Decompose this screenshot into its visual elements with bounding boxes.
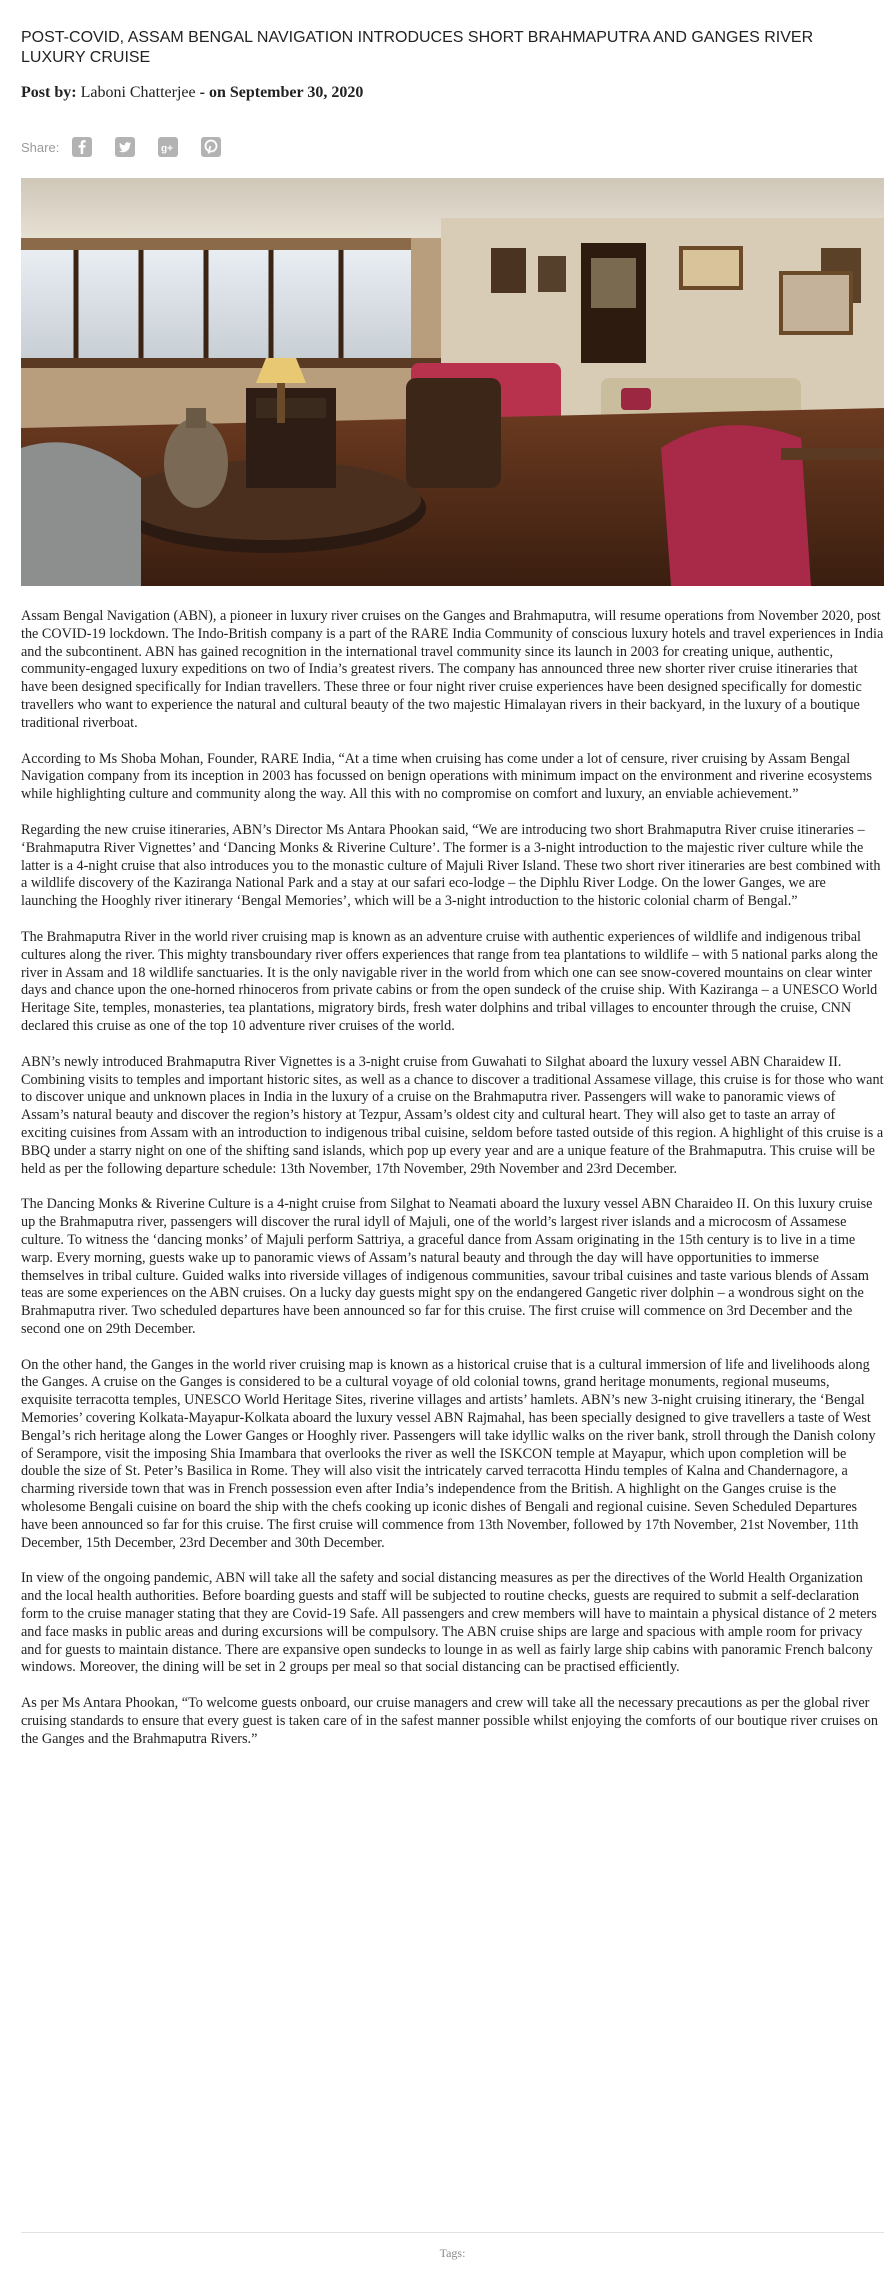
google-plus-icon[interactable]: [157, 136, 179, 158]
svg-text:g+: g+: [161, 143, 174, 155]
publish-date: - on September 30, 2020: [199, 84, 364, 101]
author-name[interactable]: Laboni Chatterjee: [80, 84, 196, 101]
paragraph: Assam Bengal Navigation (ABN), a pioneer in luxury river cruises on the Ganges and Brahmaputra, will resume operations from November 2020, post the COVID-19 lockdown. The Indo-British company is a part of the RARE India Community of conscious luxury hotels and travel experiences in India and the subcontinent. ABN has gained recognition in the international travel community since its launch in 2003 for creating unique, authentic, community-engaged luxury expeditions on two of India’s greatest rivers. The company has announced three new shorter river cruise itineraries that have been designed specifically for Indian travellers. These three or four night river cruise experiences have been designed specifically for domestic travellers who want to experience the natural and cultural beauty of the two majestic Himalayan rivers in their backyard, in the luxury of a boutique traditional riverboat.: [21, 608, 884, 731]
paragraph: On the other hand, the Ganges in the world river cruising map is known as a historical cruise that is a cultural immersion of life and livelihoods along the Ganges. A cruise on the Ganges is considered to be a cultural voyage of old colonial towns, grand heritage monuments, regional museums, exquisite terracotta temples, UNESCO World Heritage Sites, riverine villages and artists’ hamlets. ABN’s new 3-night cruising itinerary, the ‘Bengal Memories’ covering Kolkata-Mayapur-Kolkata aboard the luxury vessel ABN Rajmahal, has been specially designed to give travellers a taste of West Bengal’s rich heritage along the Lower Ganges or Hooghly river. Passengers will take idyllic walks on the river bank, stroll through the Danish colony of Serampore, visit the imposing Shia Imambara that overlooks the river as well the ISKCON temple at Mayapur, which upon completion will be double the size of St. Peter’s Basilica in Rome. They will also visit the intricately carved terracotta Hindu temples of Kalna and Chandernagore, a charming riverside town that was in French possession even after India’s independence from the British. A highlight on the Ganges cruise is the wholesome Bengali cuisine on board the ship with the chefs cooking up iconic dishes of Bengali and regional cuisine. Seven Scheduled Departures have been announced so far for this cruise. The first cruise will commence from 13th November, followed by 17th November, 21st November, 11th December, 15th December, 23rd December and 30th December.: [21, 1356, 876, 1551]
byline: [21, 84, 363, 102]
footer-divider: [21, 2232, 884, 2233]
twitter-icon[interactable]: [114, 136, 136, 158]
pinterest-icon[interactable]: [200, 136, 222, 158]
hero-image: [21, 178, 884, 586]
share-label: Share:: [21, 139, 60, 155]
share-bar: [21, 136, 243, 158]
paragraph: The Brahmaputra River in the world river cruising map is known as an adventure cruise with authentic experiences of wildlife and indigenous tribal cultures along the river. This mighty transboundary river offers experiences that range from tea plantations to wildlife – with 5 national parks along the river in Assam and 18 wildlife sanctuaries. It is the only navigable river in the world from which one can see snow-covered mountains on clear winter days and chance upon the one-horned rhinoceros from private cabins or from the open sundeck of the cruise ship. With Kaziranga – a UNESCO World Heritage Site, temples, monasteries, tea plantations, migratory birds, fresh water dolphins and tribal villages to encounter through the cruise, CNN declared this cruise as one of the top 10 adventure river cruises of the world.: [21, 928, 878, 1034]
article-title: POST-COVID, ASSAM BENGAL NAVIGATION INTRODUCES SHORT BRAHMAPUTRA AND GANGES RIVER LUXURY CRUISE: [21, 29, 814, 66]
paragraph: The Dancing Monks & Riverine Culture is a 4-night cruise from Silghat to Neamati aboard the luxury vessel ABN Charaideo II. On this luxury cruise up the Brahmaputra river, passengers will discover the rural idyll of Majuli, one of the world’s largest river islands and a microcosm of Assamese culture. To witness the ‘dancing monks’ of Majuli perform Sattriya, a graceful dance from Assam originating in the 15th century is to live in a time warp. Every morning, guests wake up to panoramic views of Assam’s natural beauty and through the day will have opportunities to immerse themselves in tribal culture. Guided walks into riverside villages of indigenous communities, savour tribal cuisines and taste various blends of Assam teas are some experiences on the ABN cruises. On a lucky day guests might spy on the endangered Gangetic river dolphin – a wondrous sight on the Brahmaputra river. Two scheduled departures have been announced so far for this cruise. The first cruise will commence on 3rd December and the second one on 29th December.: [21, 1196, 873, 1337]
paragraph: In view of the ongoing pandemic, ABN will take all the safety and social distancing measures as per the directives of the World Health Organization and the local health authorities. Before boarding guests and staff will be subjected to routine checks, guests are required to submit a self-declaration form to the cruise manager stating that they are Covid-19 Safe. All passengers and crew members will have to maintain a physical distance of 2 meters and face masks in public areas and during excursions will be compulsory. The ABN cruise ships are large and spacious with ample room for privacy and for guests to maintain distance. There are expansive open sundecks to lounge in as well as fairly large ship cabins with panoramic French balcony windows. Moreover, the dining will be set in 2 groups per meal so that social distancing can be practised efficiently.: [21, 1570, 877, 1676]
byline-label: Post by:: [21, 84, 77, 101]
paragraph: ABN’s newly introduced Brahmaputra River Vignettes is a 3-night cruise from Guwahati to Silghat aboard the luxury vessel ABN Charaidew II. Combining visits to temples and important historic sites, as well as a chance to discover a traditional Assamese village, this cruise is for those who want to discover unique and unknown places in India in the luxury of a cruise on the Brahmaputra river. Passengers will wake to panoramic views of Assam’s natural beauty and discover the region’s history at Tezpur, Assam’s oldest city and cultural heart. They will also get to taste an array of exciting cuisines from Assam with an introduction to indigenous tribal cuisine, seldom before tasted outside of this region. A highlight of this cruise is a BBQ under a starry night on one of the shifting sand islands, which pop up every year and are a unique feature of the Brahmaputra. This cruise will be held as per the following departure schedule: 13th November, 17th November, 29th November and 23rd December.: [21, 1053, 884, 1177]
paragraph: According to Ms Shoba Mohan, Founder, RARE India, “At a time when cruising has come under a lot of censure, river cruising by Assam Bengal Navigation company from its inception in 2003 has focussed on benign operations with minimum impact on the environment and riverine ecosystems while highlighting culture and community along the way. All this with no compromise on comfort and luxury, an enviable achievement.”: [21, 750, 873, 803]
article-body: [21, 608, 884, 1767]
tags-label: Tags:: [439, 2246, 466, 2260]
paragraph: Regarding the new cruise itineraries, ABN’s Director Ms Antara Phookan said, “We are introducing two short Brahmaputra River cruise itineraries – ‘Brahmaputra River Vignettes’ and ‘Dancing Monks & Riverine Culture’. The former is a 3-night introduction to the majestic river culture while the latter is a 4-night cruise that also introduces you to the monastic culture of Majuli River Island. These two short river itineraries are best combined with a wildlife discovery of the Kaziranga National Park and a stay at our safari eco-lodge – the Diphlu River Lodge. On the lower Ganges, we are launching the Hooghly river itinerary ‘Bengal Memories’, which will be a 3-night introduction to the historic colonial charm of Bengal.”: [21, 821, 881, 910]
facebook-icon[interactable]: [71, 136, 93, 158]
paragraph: As per Ms Antara Phookan, “To welcome guests onboard, our cruise managers and crew will take all the necessary precautions as per the global river cruising standards to ensure that every guest is taken care of in the safest manner possible whilst enjoying the comforts of our boutique river cruises on the Ganges and the Brahmaputra Rivers.”: [21, 1695, 878, 1747]
